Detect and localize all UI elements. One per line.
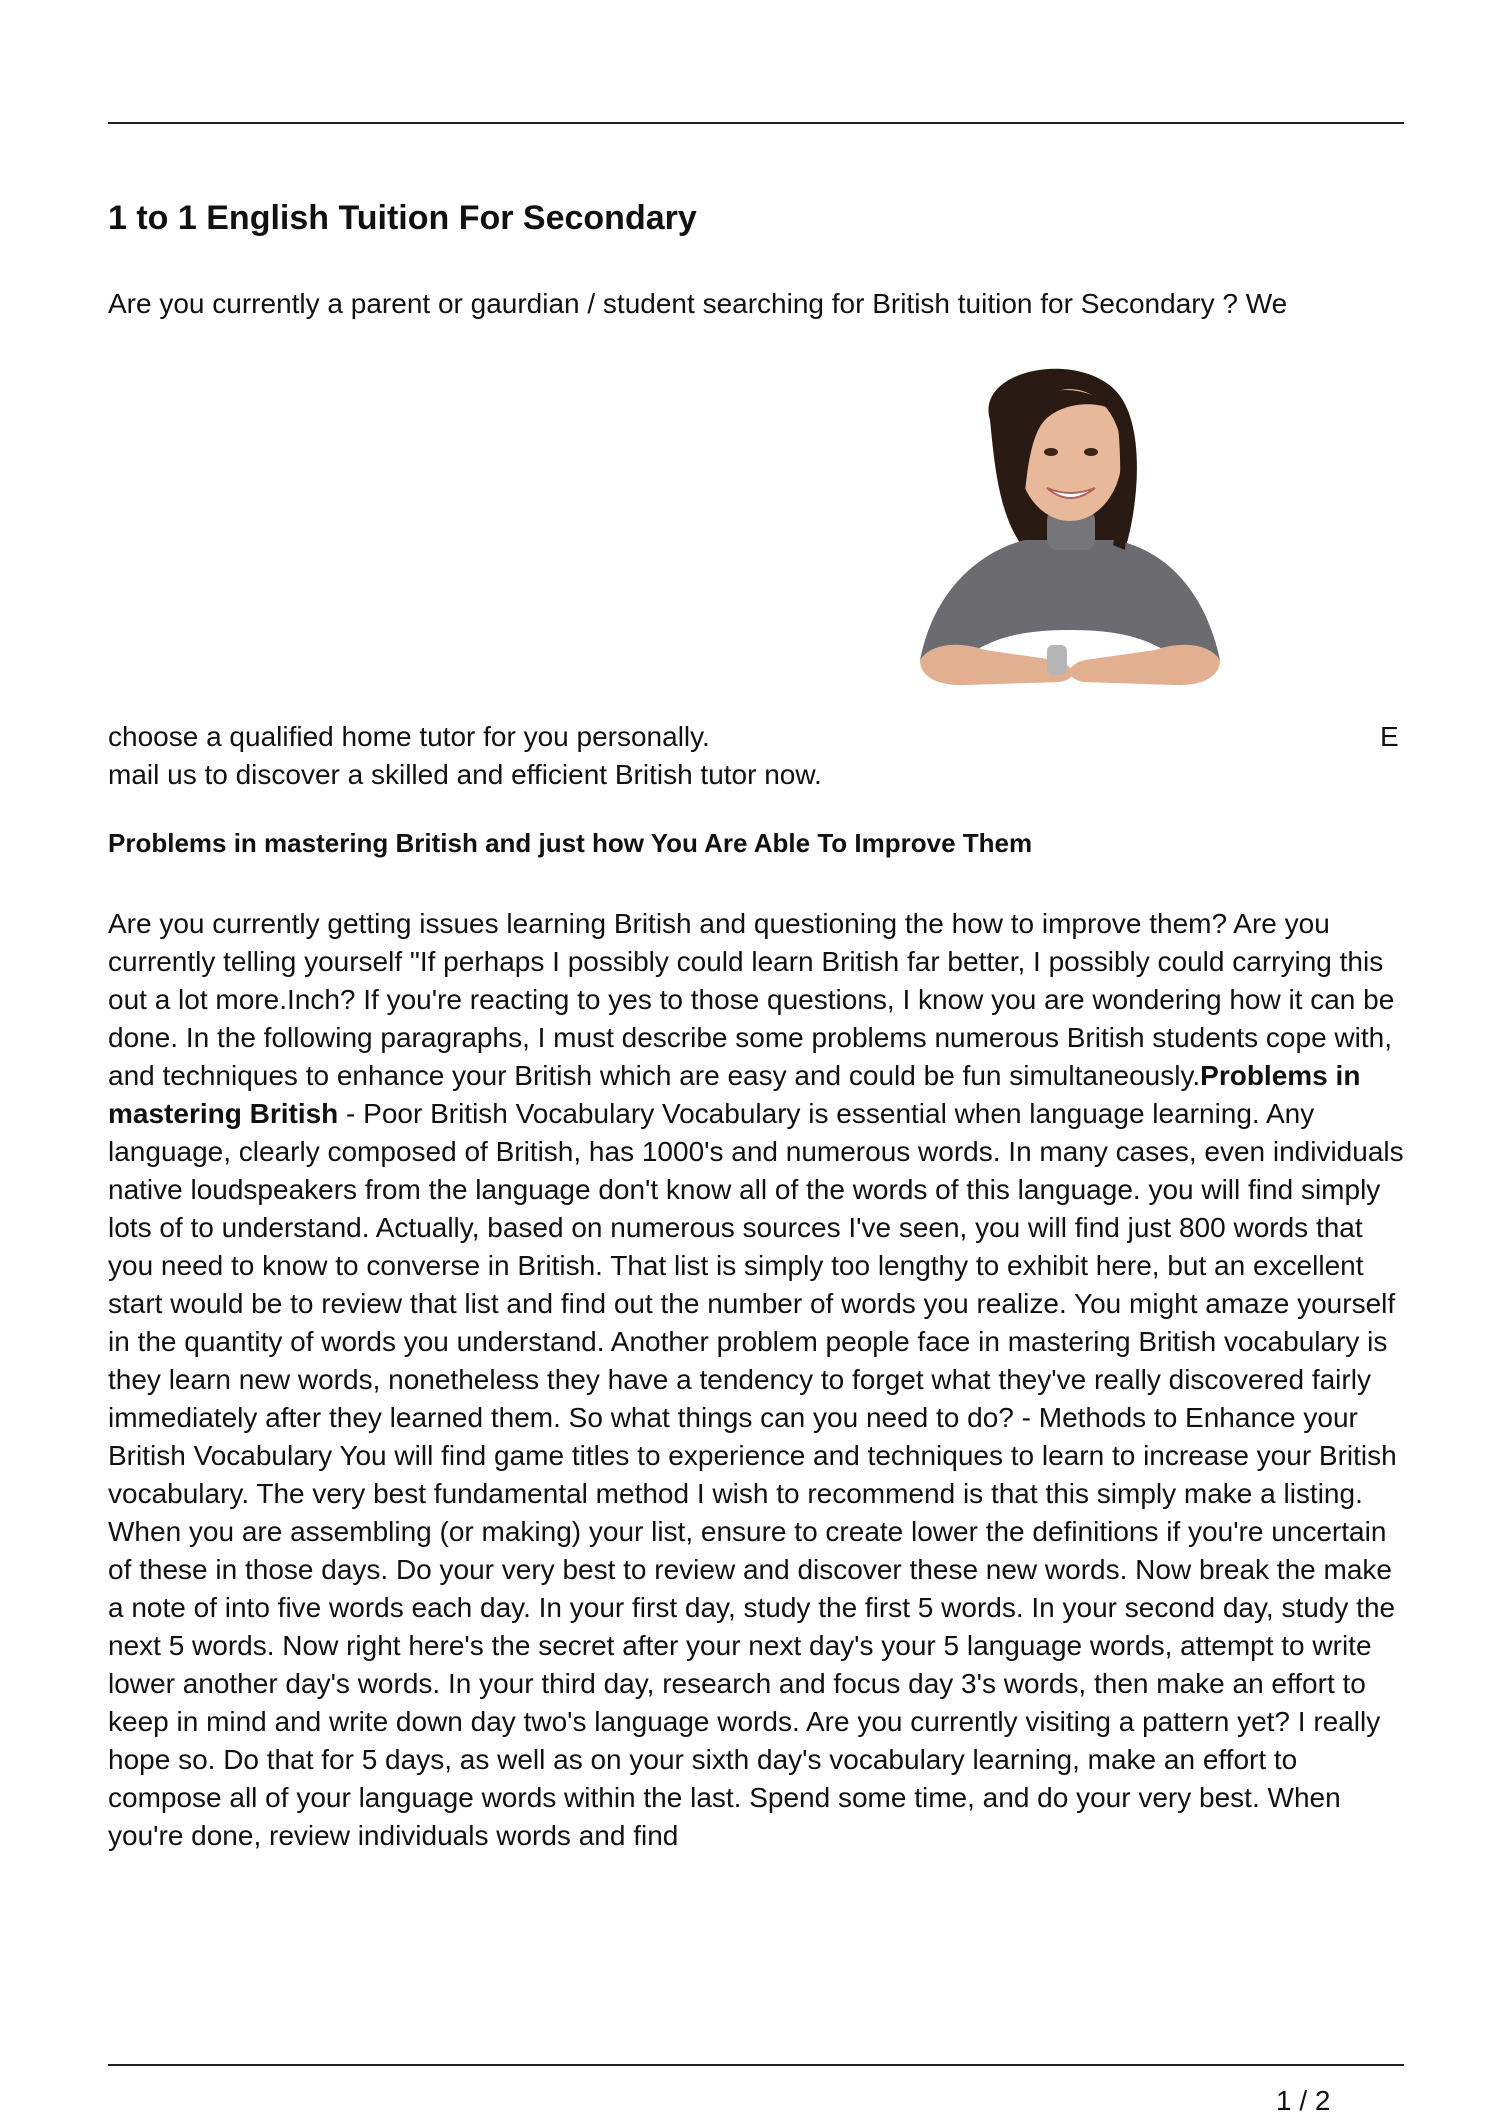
- intro-line-2-tail: E: [1380, 721, 1399, 752]
- header-rule: [108, 122, 1404, 124]
- body-paragraph: [108, 905, 1404, 1855]
- page-title: 1 to 1 English Tuition For Secondary: [108, 199, 697, 237]
- page-number: 1 / 2: [1276, 2085, 1331, 2116]
- student-photo: [825, 360, 1285, 700]
- footer-rule: [108, 2064, 1404, 2066]
- intro-line-3: mail us to discover a skilled and efficient British tutor now.: [108, 759, 822, 790]
- section-heading: Problems in mastering British and just how You Are Able To Improve Them: [108, 828, 1033, 858]
- body-bold-phrase: Problems in mastering British: [108, 1060, 1361, 1129]
- intro-line-1: Are you currently a parent or gaurdian / student searching for British tuition for Secondary ? We: [108, 288, 1288, 319]
- body-text-part-2: - Poor British Vocabulary Vocabulary is essential when language learning. Any language, clearly composed of British, has 1000's and numerous words. In many cases, even individuals native loudspeakers from the language don't know all of the words of this language. you will find simply lots of to understand. Actually, based on numerous sources I've seen, you will find just 800 words that you need to know to converse in British. That list is simply too lengthy to exhibit here, but an excellent start would be to review that list and find out the number of words you realize. You might amaze yourself in the quantity of words you understand. Another problem people face in mastering British vocabulary is they learn new words, nonetheless they have a tendency to forget what they've really discovered fairly immediately after they learned them. So what things can you need to do? - Methods to Enhance your British Vocabulary You will find game titles to experience and techniques to learn to increase your British vocabulary. The very best fundamental method I wish to recommend is that this simply make a listing. When you are assembling (or making) your list, ensure to create lower the definitions if you're uncertain of these in those days. Do your very best to review and discover these new words. Now break the make a note of into five words each day. In your first day, study the first 5 words. In your second day, study the next 5 words. Now right here's the secret after your next day's your 5 language words, attempt to write lower another day's words. In your third day, research and focus day 3's words, then make an effort to keep in mind and write down day two's language words. Are you currently visiting a pattern yet? I really hope so. Do that for 5 days, as well as on your sixth day's vocabulary learning, make an effort to compose all of your language words within the last. Spend some time, and do your very best. When you're done, review individuals words and find: [108, 1098, 1404, 1851]
- body-text-part-1: Are you currently getting issues learning British and questioning the how to improve them? Are you currently telling yourself "If perhaps I possibly could learn British far better, I possibly could carrying this out a lot more.Inch? If you're reacting to yes to those questions, I know you are wondering how it can be done. In the following paragraphs, I must describe some problems numerous British students cope with, and techniques to enhance your British which are easy and could be fun simultaneously.: [108, 908, 1395, 1091]
- intro-line-2: choose a qualified home tutor for you personally.: [108, 721, 710, 752]
